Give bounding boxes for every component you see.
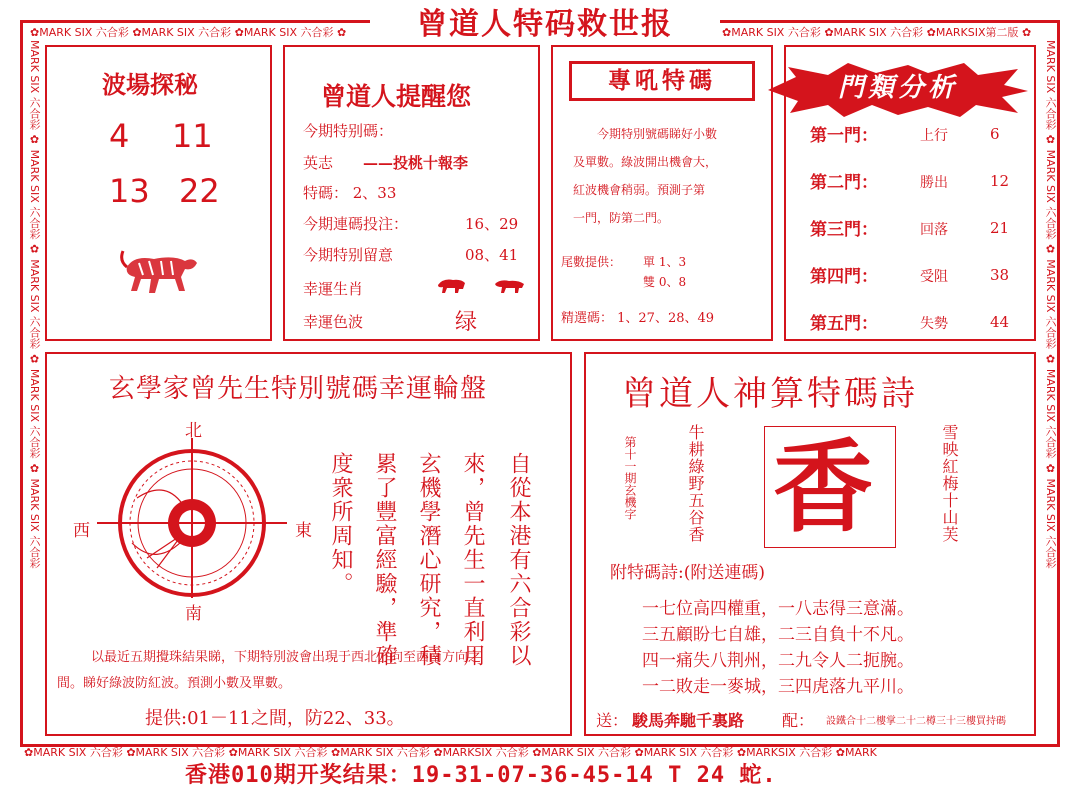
border-top-right: ✿MARK SIX 六合彩 ✿MARK SIX 六合彩 ✿MARKSIX第二版 ✿ xyxy=(722,26,1032,39)
door-label: 第二門： xyxy=(810,173,878,193)
door-word: 失勢 xyxy=(920,316,948,332)
wheel-note-line: 以最近五期攪珠結果睇，下期特別波會出現于西北方向至西南方向之 xyxy=(91,650,482,665)
wave-number: 22 xyxy=(179,172,220,210)
poem-line: 三五顧盼七自雄，二三自負十不凡。 xyxy=(642,625,914,645)
poem-line: 一二敗走一麥城，三四虎落九平川。 xyxy=(642,677,914,697)
door-word: 上行 xyxy=(920,128,948,144)
reminder-line-label: 幸運色波 xyxy=(303,313,364,331)
reminder-line-label: 今期特别留意 xyxy=(303,246,394,264)
border-bottom: ✿MARK SIX 六合彩 ✿MARK SIX 六合彩 ✿MARK SIX 六合彩 ✿MARK SIX 六合彩 ✿MARKSIX 六合彩 ✿MARK SIX 六合彩 ✿MARK SIX 六合彩 ✿MARKSIX 六合彩 ✿MARK xyxy=(24,746,877,759)
door-row xyxy=(810,168,1030,215)
direction-south: 南 xyxy=(185,604,202,624)
reminder-line: 特碼： 2、33 xyxy=(303,184,397,202)
poem-title: 曾道人神算特碼詩 xyxy=(622,374,918,414)
big-char: 香 xyxy=(773,428,873,546)
door-row xyxy=(810,309,1030,356)
door-number: 44 xyxy=(990,313,1010,331)
border-left: MARK SIX 六合彩 ✿ MARK SIX 六合彩 ✿ MARK SIX 六合彩 ✿ MARK SIX 六合彩 ✿ MARK SIX 六合彩 xyxy=(28,40,41,569)
match-text: 設鐵合十二樓掌二十二樽三十三樓買持碼 xyxy=(826,716,1006,727)
reminder-title: 曾道人提醒您 xyxy=(321,82,472,111)
wheel-column-text: 玄機學潛心研究，積 xyxy=(416,452,441,668)
zodiac-animal-icon xyxy=(435,275,469,295)
poem-line: 四一痛失八荆州，二九令人二扼腕。 xyxy=(642,651,914,671)
door-word: 受阻 xyxy=(920,269,948,285)
tiger-icon xyxy=(119,245,199,300)
wave-secret-box xyxy=(45,45,272,341)
wheel-box xyxy=(45,352,572,736)
match-label: 配： xyxy=(782,711,815,730)
reminder-line: 幸運生肖 xyxy=(303,280,364,298)
send-label: 送： xyxy=(596,711,629,730)
reminder-line: ——投桃十報李 xyxy=(363,154,469,172)
door-row xyxy=(810,121,1030,168)
door-row xyxy=(810,262,1030,309)
reminder-value: 08、41 xyxy=(465,246,519,264)
zodiac-animal-icon xyxy=(493,275,527,295)
wave-number: 4 xyxy=(109,117,130,155)
reminder-line: 今期特别碼： xyxy=(303,122,394,140)
reminder-line-label: 今期連碼投注： xyxy=(303,215,409,233)
poem-box xyxy=(584,352,1036,736)
special-code-text: 紅波機會稍弱。預測子第 xyxy=(573,183,706,197)
lucky-wheel-icon xyxy=(97,438,287,598)
door-label: 第四門： xyxy=(810,267,878,287)
special-code-text: 及單數。綠波開出機會大， xyxy=(573,155,718,169)
reminder-line-label: 英志 xyxy=(303,154,334,172)
send-text: 駿馬奔馳千裏路 xyxy=(632,711,745,730)
tail-odd: 單 1、3 xyxy=(643,255,687,269)
poem-vertical-middle: 牛耕綠野五谷香 xyxy=(686,424,705,543)
door-number: 6 xyxy=(990,125,1000,143)
masthead-title: 曾道人特码救世报 xyxy=(370,8,720,42)
special-code-box xyxy=(551,45,773,341)
special-code-title: 專吼特碼 xyxy=(569,61,755,101)
special-code-text: 今期特別號碼睇好小數 xyxy=(597,127,718,141)
door-number: 12 xyxy=(990,172,1010,190)
border-top-left: ✿MARK SIX 六合彩 ✿MARK SIX 六合彩 ✿MARK SIX 六合彩 ✿ xyxy=(30,26,347,39)
direction-west: 西 xyxy=(73,521,90,541)
door-analysis-box xyxy=(784,45,1036,341)
poem-line: 一七位高四權重，一八志得三意滿。 xyxy=(642,599,914,619)
wheel-note-line: 間。睇好綠波防紅波。預測小數及單數。 xyxy=(57,676,292,691)
direction-east: 東 xyxy=(295,521,312,541)
lucky-color-value: 绿 xyxy=(455,310,478,335)
draw-result-footer: 香港010期开奖结果：19-31-07-36-45-14 T 24 蛇. xyxy=(185,763,777,788)
door-word: 勝出 xyxy=(920,175,948,191)
poem-vertical-right: 雪映紅梅十山芙 xyxy=(940,424,959,543)
wheel-column-text: 自從本港有六合彩以 xyxy=(506,452,531,668)
reminder-box xyxy=(283,45,540,341)
door-number: 21 xyxy=(990,219,1010,237)
direction-north: 北 xyxy=(185,421,202,441)
wave-secret-title: 波場探秘 xyxy=(102,70,198,99)
big-char-frame xyxy=(764,426,896,548)
door-rows xyxy=(810,121,1030,356)
wheel-column-text: 累了豐富經驗，準確 xyxy=(372,452,397,668)
tail-even: 雙 0、8 xyxy=(643,275,687,289)
wheel-column-text: 度衆所周知。 xyxy=(328,452,353,596)
door-word: 回落 xyxy=(920,222,948,238)
special-code-text: 一門，防第二門。 xyxy=(573,211,670,225)
tail-label: 尾數提供： xyxy=(561,255,622,269)
door-label: 第一門： xyxy=(810,126,878,146)
door-label: 第五門： xyxy=(810,314,878,334)
door-analysis-title: 門類分析 xyxy=(838,73,959,103)
poem-vertical-left: 第十一期玄機字 xyxy=(623,436,637,520)
wheel-provide: 提供:01－11之間，防22、33。 xyxy=(145,708,405,729)
reminder-value: 16、29 xyxy=(465,215,519,233)
door-row xyxy=(810,215,1030,262)
door-number: 38 xyxy=(990,266,1010,284)
border-right: MARK SIX 六合彩 ✿ MARK SIX 六合彩 ✿ MARK SIX 六合彩 ✿ MARK SIX 六合彩 ✿ MARK SIX 六合彩 xyxy=(1044,40,1057,569)
wheel-column-text: 來，曾先生一直利用 xyxy=(460,452,485,668)
select-codes: 精選碼： 1、27、28、49 xyxy=(561,311,715,326)
poem-head: 附特碼詩:(附送連碼) xyxy=(610,563,765,583)
door-label: 第三門： xyxy=(810,220,878,240)
wave-number: 13 xyxy=(109,172,150,210)
wave-number: 11 xyxy=(172,117,213,155)
wheel-title: 玄學家曾先生特別號碼幸運輪盤 xyxy=(109,374,488,404)
